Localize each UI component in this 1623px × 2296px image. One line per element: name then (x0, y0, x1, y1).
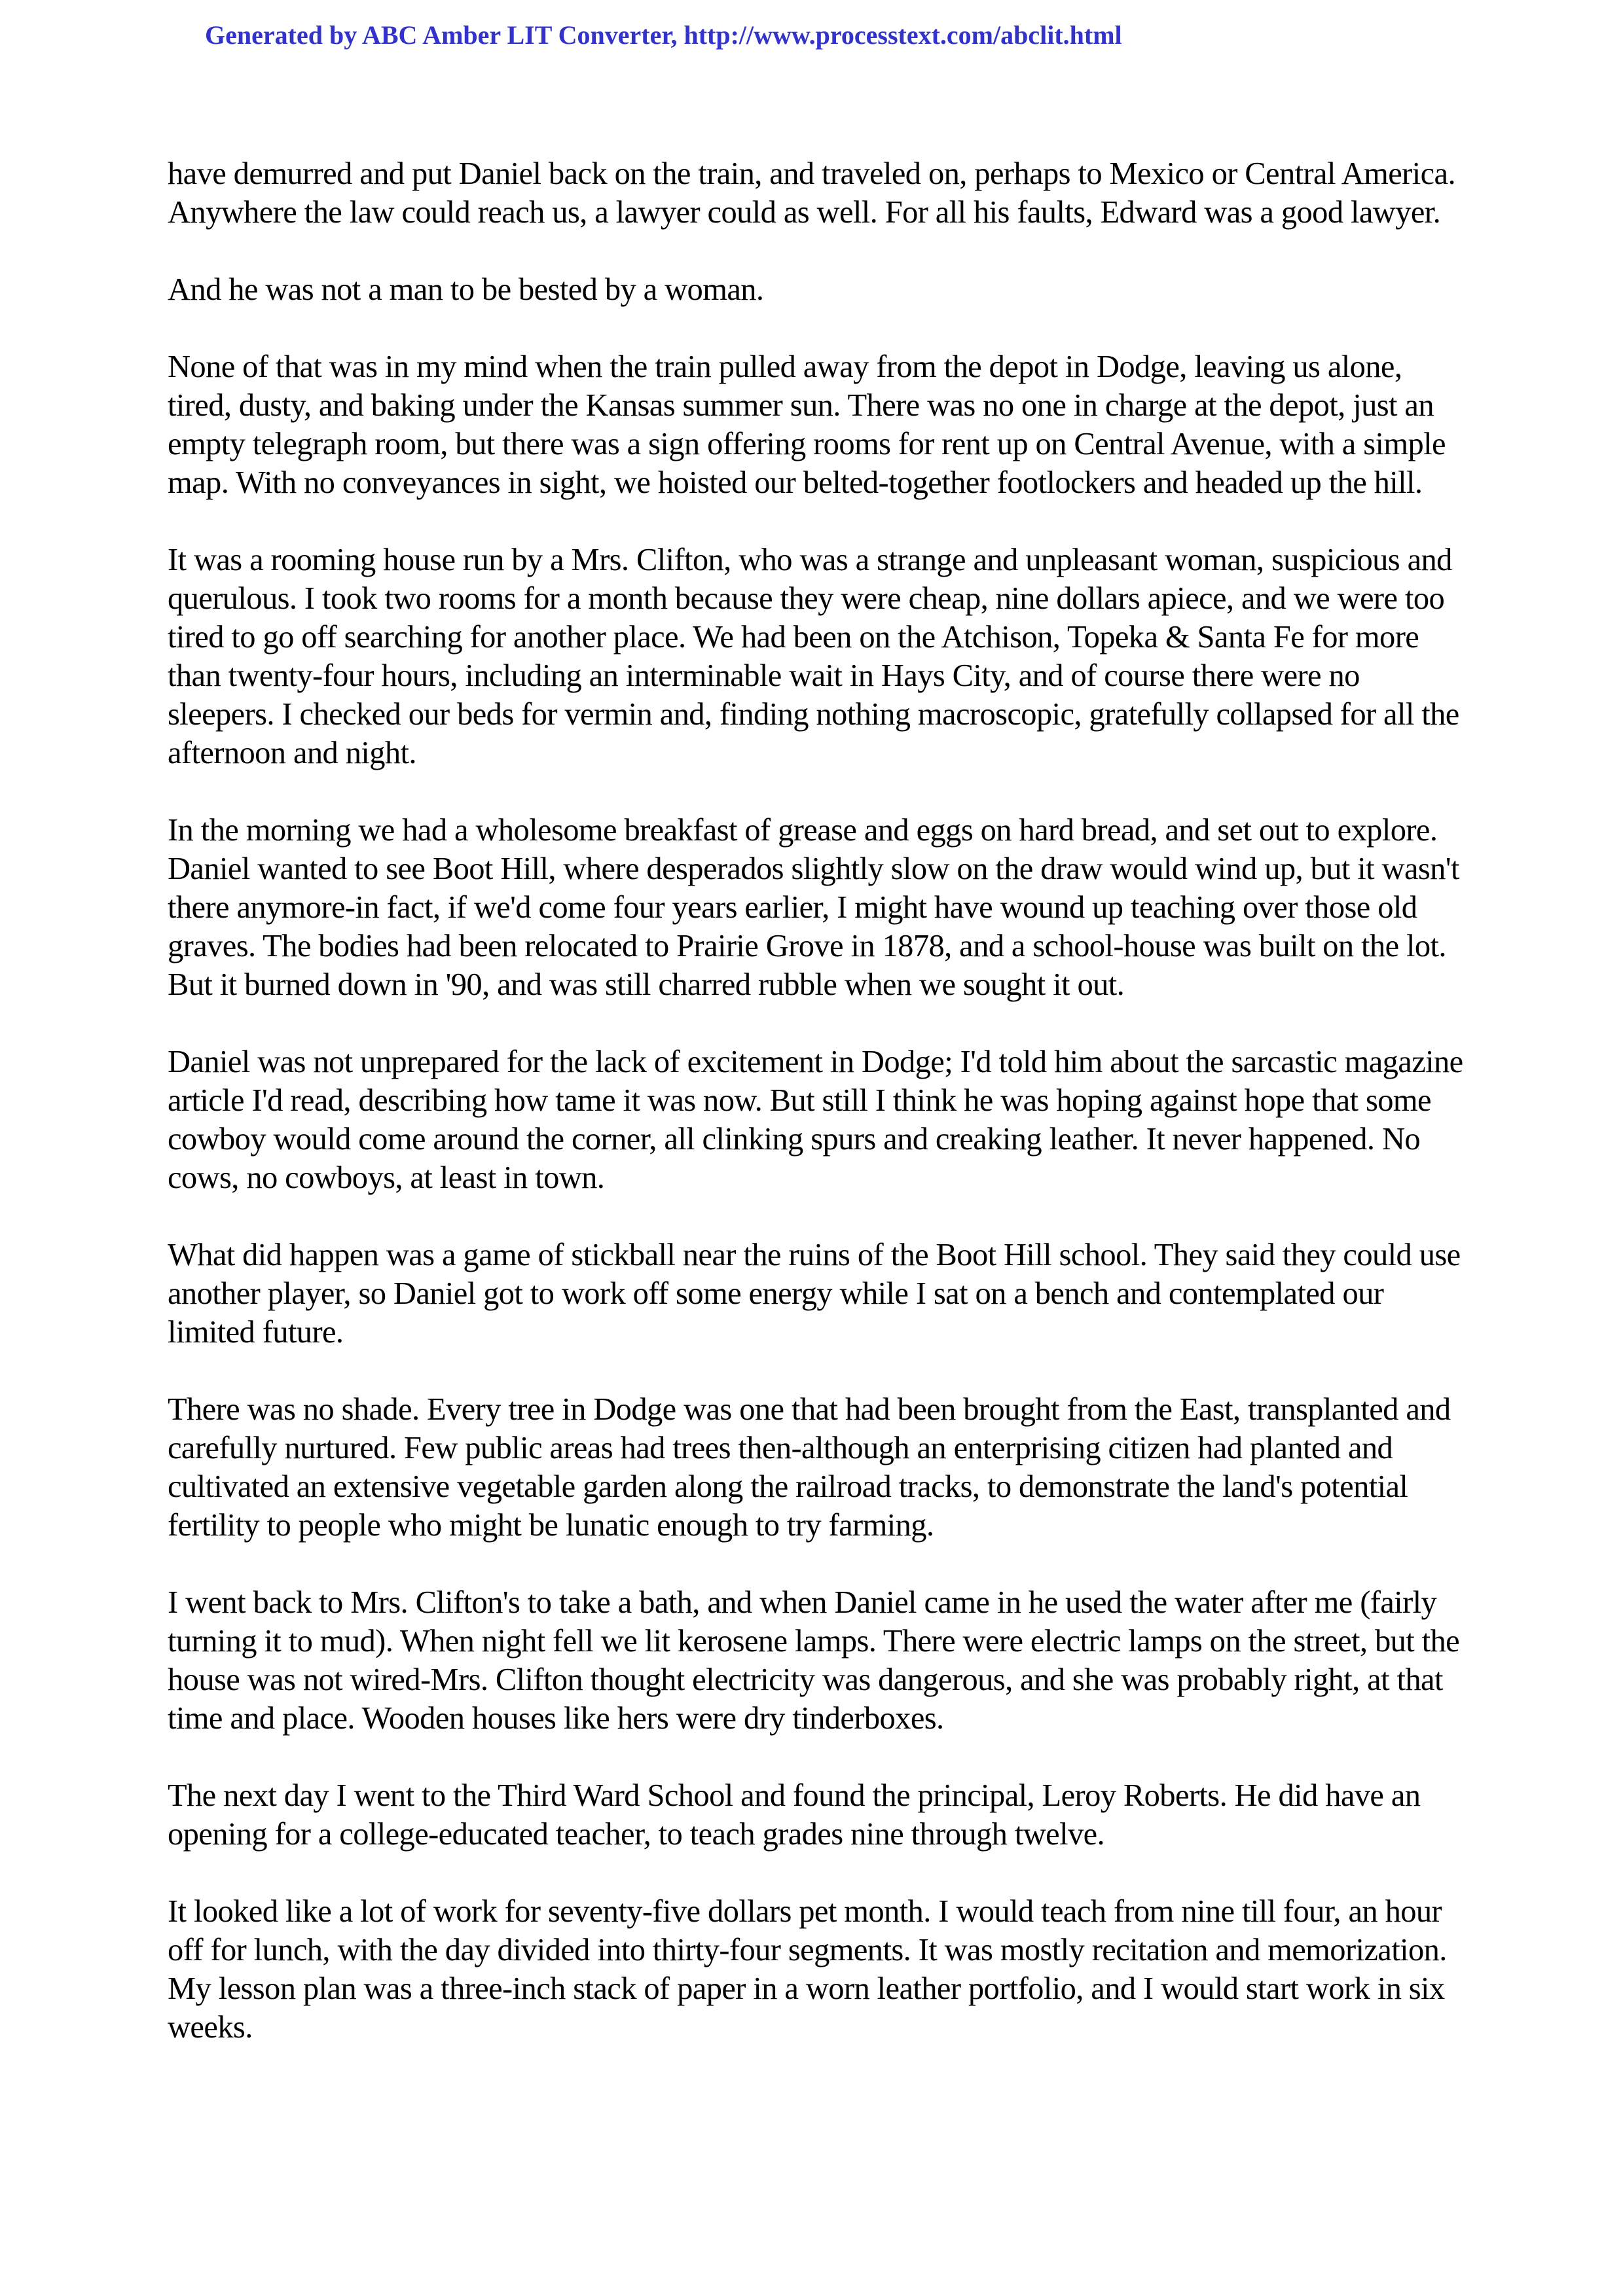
paragraph: There was no shade. Every tree in Dodge was one that had been brought from the East, transplanted and carefully nurtured. Few public areas had trees then-although an enterprising citizen had planted and cultivated an extensive vegetable garden along the railroad tracks, to demonstrate the land's potential fertility to people who might be lunatic enough to try farming. (168, 1392, 1451, 1543)
paragraph: What did happen was a game of stickball near the ruins of the Boot Hill school. They said they could use another player, so Daniel got to work off some energy while I sat on a bench and contemplated our limited future. (168, 1238, 1461, 1350)
paragraph: It looked like a lot of work for seventy-five dollars pet month. I would teach from nine till four, an hour off for lunch, with the day divided into thirty-four segments. It was mostly recitation and memorization. My lesson plan was a three-inch stack of paper in a worn leather portfolio, and I would start work in six weeks. (168, 1894, 1447, 2045)
paragraph: The next day I went to the Third Ward School and found the principal, Leroy Roberts. He did have an opening for a college-educated teacher, to teach grades nine through twelve. (168, 1778, 1421, 1852)
paragraph: I went back to Mrs. Clifton's to take a bath, and when Daniel came in he used the water after me (fairly turning it to mud). When night fell we lit kerosene lamps. There were electric lamps on the street, but the house was not wired-Mrs. Clifton thought electricity was dangerous, and she was probably right, at that time and place. Wooden houses like hers were dry tinderboxes. (168, 1585, 1460, 1736)
paragraph: In the morning we had a wholesome breakfast of grease and eggs on hard bread, and set out to explore. Daniel wanted to see Boot Hill, where desperados slightly slow on the draw would wind up, but it wasn't there anymore-in fact, if we'd come four years earlier, I might have wound up teaching over those old graves. The bodies had been relocated to Prairie Grove in 1878, and a school-house was built on the lot. But it burned down in '90, and was still charred rubble when we sought it out. (168, 813, 1459, 1002)
paragraph: It was a rooming house run by a Mrs. Clifton, who was a strange and unpleasant woman, suspicious and querulous. I took two rooms for a month because they were cheap, nine dollars apiece, and we were too tired to go off searching for another place. We had been on the Atchison, Topeka & Santa Fe for more than twenty-four hours, including an interminable wait in Hays City, and of course there were no sleepers. I checked our beds for vermin and, finding nothing macroscopic, gratefully collapsed for all the afternoon and night. (168, 543, 1459, 770)
paragraph: Daniel was not unprepared for the lack of excitement in Dodge; I'd told him about the sarcastic magazine article I'd read, describing how tame it was now. But still I think he was hoping against hope that some cowboy would come around the corner, all clinking spurs and creaking leather. It never happened. No cows, no cowboys, at least in town. (168, 1045, 1463, 1195)
paragraph: None of that was in my mind when the train pulled away from the depot in Dodge, leaving us alone, tired, dusty, and baking under the Kansas summer sun. There was no one in charge at the depot, just an empty telegraph room, but there was a sign offering rooms for rent up on Central Avenue, with a simple map. With no conveyances in sight, we hoisted our belted-together footlockers and headed up the hill. (168, 350, 1446, 500)
converter-header (205, 18, 1514, 52)
paragraph: have demurred and put Daniel back on the train, and traveled on, perhaps to Mexico or Central America. Anywhere the law could reach us, a lawyer could as well. For all his faults, Edward was a good lawyer. (168, 156, 1455, 230)
document-body (168, 154, 1470, 2085)
paragraph: And he was not a man to be bested by a woman. (168, 272, 764, 307)
converter-link[interactable]: Generated by ABC Amber LIT Converter, http://www.processtext.com/abclit.html (205, 20, 1122, 50)
